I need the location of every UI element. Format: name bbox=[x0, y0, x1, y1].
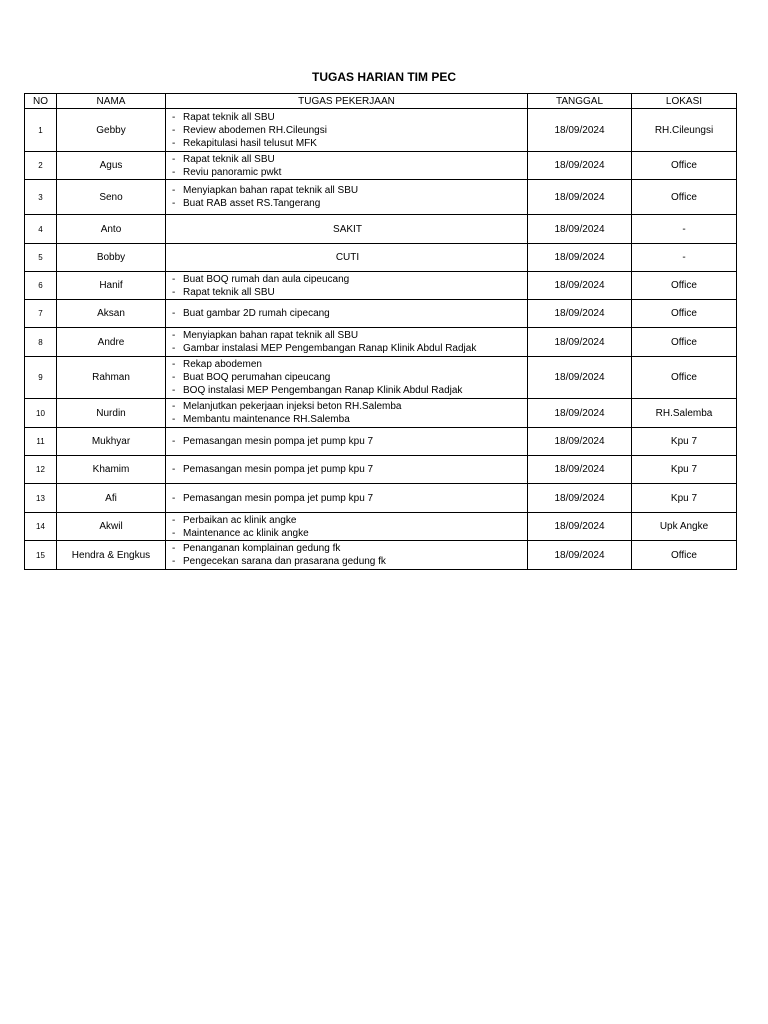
cell-tanggal: 18/09/2024 bbox=[528, 456, 632, 484]
task-item: - Reviu panoramic pwkt bbox=[172, 166, 523, 179]
table-row bbox=[25, 244, 737, 272]
task-table bbox=[24, 93, 737, 570]
table-row bbox=[25, 456, 737, 484]
header-tugas: TUGAS PEKERJAAN bbox=[166, 94, 528, 109]
cell-nama: Akwil bbox=[57, 513, 166, 541]
task-item: - Pemasangan mesin pompa jet pump kpu 7 bbox=[172, 435, 523, 448]
cell-no: 8 bbox=[25, 328, 57, 357]
cell-tanggal: 18/09/2024 bbox=[528, 152, 632, 180]
table-row bbox=[25, 328, 737, 357]
cell-tanggal: 18/09/2024 bbox=[528, 109, 632, 152]
task-item: - Rapat teknik all SBU bbox=[172, 111, 523, 124]
cell-no: 6 bbox=[25, 272, 57, 300]
cell-lokasi: Kpu 7 bbox=[632, 428, 737, 456]
cell-nama: Gebby bbox=[57, 109, 166, 152]
cell-tanggal: 18/09/2024 bbox=[528, 399, 632, 428]
cell-tugas bbox=[166, 357, 528, 399]
cell-tugas bbox=[166, 180, 528, 215]
cell-no: 7 bbox=[25, 300, 57, 328]
cell-lokasi: RH.Salemba bbox=[632, 399, 737, 428]
cell-lokasi: Office bbox=[632, 541, 737, 570]
cell-tanggal: 18/09/2024 bbox=[528, 513, 632, 541]
cell-tugas bbox=[166, 109, 528, 152]
cell-nama: Afi bbox=[57, 484, 166, 513]
document-title: TUGAS HARIAN TIM PEC bbox=[312, 70, 456, 84]
task-item: - Perbaikan ac klinik angke bbox=[172, 514, 523, 527]
status-text: CUTI bbox=[335, 252, 360, 263]
cell-no: 12 bbox=[25, 456, 57, 484]
task-item: - Menyiapkan bahan rapat teknik all SBU bbox=[172, 329, 523, 342]
cell-tugas bbox=[166, 513, 528, 541]
header-no: NO bbox=[25, 94, 57, 109]
cell-tanggal: 18/09/2024 bbox=[528, 215, 632, 244]
task-item: - Pengecekan sarana dan prasarana gedung fk bbox=[172, 555, 523, 568]
task-item: - Review abodemen RH.Cileungsi bbox=[172, 124, 523, 137]
cell-no: 1 bbox=[25, 109, 57, 152]
cell-no: 9 bbox=[25, 357, 57, 399]
cell-lokasi: Upk Angke bbox=[632, 513, 737, 541]
cell-no: 15 bbox=[25, 541, 57, 570]
cell-tanggal: 18/09/2024 bbox=[528, 541, 632, 570]
cell-nama: Andre bbox=[57, 328, 166, 357]
table-header-row bbox=[25, 94, 737, 109]
table-row bbox=[25, 357, 737, 399]
cell-lokasi: Office bbox=[632, 152, 737, 180]
header-lokasi: LOKASI bbox=[632, 94, 737, 109]
cell-no: 4 bbox=[25, 215, 57, 244]
task-item: - Penanganan komplainan gedung fk bbox=[172, 542, 523, 555]
cell-no: 14 bbox=[25, 513, 57, 541]
cell-lokasi: Office bbox=[632, 300, 737, 328]
cell-no: 5 bbox=[25, 244, 57, 272]
cell-tanggal: 18/09/2024 bbox=[528, 300, 632, 328]
table-row bbox=[25, 109, 737, 152]
task-item: - Maintenance ac klinik angke bbox=[172, 527, 523, 540]
cell-tanggal: 18/09/2024 bbox=[528, 484, 632, 513]
cell-tugas bbox=[166, 541, 528, 570]
cell-tanggal: 18/09/2024 bbox=[528, 272, 632, 300]
cell-nama: Nurdin bbox=[57, 399, 166, 428]
cell-tugas bbox=[166, 215, 528, 244]
cell-tugas bbox=[166, 244, 528, 272]
task-item: - Rekap abodemen bbox=[172, 358, 523, 371]
task-item: - Pemasangan mesin pompa jet pump kpu 7 bbox=[172, 463, 523, 476]
task-item: - Menyiapkan bahan rapat teknik all SBU bbox=[172, 184, 523, 197]
cell-nama: Rahman bbox=[57, 357, 166, 399]
table-row bbox=[25, 215, 737, 244]
task-item: - Buat BOQ rumah dan aula cipeucang bbox=[172, 273, 523, 286]
cell-tanggal: 18/09/2024 bbox=[528, 357, 632, 399]
cell-no: 13 bbox=[25, 484, 57, 513]
cell-lokasi: Office bbox=[632, 328, 737, 357]
cell-nama: Hendra & Engkus bbox=[57, 541, 166, 570]
cell-tugas bbox=[166, 300, 528, 328]
cell-lokasi: Office bbox=[632, 272, 737, 300]
table-row bbox=[25, 541, 737, 570]
cell-tugas bbox=[166, 428, 528, 456]
table-row bbox=[25, 513, 737, 541]
table-row bbox=[25, 484, 737, 513]
cell-nama: Mukhyar bbox=[57, 428, 166, 456]
task-item: - Melanjutkan pekerjaan injeksi beton RH.Salemba bbox=[172, 400, 523, 413]
cell-no: 2 bbox=[25, 152, 57, 180]
task-item: - Pemasangan mesin pompa jet pump kpu 7 bbox=[172, 492, 523, 505]
cell-no: 3 bbox=[25, 180, 57, 215]
table-row bbox=[25, 399, 737, 428]
table-row bbox=[25, 272, 737, 300]
task-item: - Rapat teknik all SBU bbox=[172, 153, 523, 166]
table-row bbox=[25, 180, 737, 215]
cell-nama: Agus bbox=[57, 152, 166, 180]
task-item: - Rapat teknik all SBU bbox=[172, 286, 523, 299]
table-row bbox=[25, 300, 737, 328]
cell-nama: Bobby bbox=[57, 244, 166, 272]
cell-tugas bbox=[166, 484, 528, 513]
task-item: - Membantu maintenance RH.Salemba bbox=[172, 413, 523, 426]
cell-tugas bbox=[166, 272, 528, 300]
cell-nama: Aksan bbox=[57, 300, 166, 328]
table-row bbox=[25, 152, 737, 180]
cell-lokasi: RH.Cileungsi bbox=[632, 109, 737, 152]
cell-tanggal: 18/09/2024 bbox=[528, 180, 632, 215]
cell-lokasi: Office bbox=[632, 180, 737, 215]
cell-nama: Anto bbox=[57, 215, 166, 244]
status-text: SAKIT bbox=[333, 223, 362, 235]
cell-tugas bbox=[166, 399, 528, 428]
cell-lokasi: Office bbox=[632, 357, 737, 399]
cell-tugas bbox=[166, 456, 528, 484]
cell-nama: Hanif bbox=[57, 272, 166, 300]
cell-tugas bbox=[166, 152, 528, 180]
table-row bbox=[25, 428, 737, 456]
cell-tanggal: 18/09/2024 bbox=[528, 244, 632, 272]
cell-tanggal: 18/09/2024 bbox=[528, 328, 632, 357]
cell-lokasi: - bbox=[632, 215, 737, 244]
cell-nama: Seno bbox=[57, 180, 166, 215]
cell-nama: Khamim bbox=[57, 456, 166, 484]
task-item: - Buat BOQ perumahan cipeucang bbox=[172, 371, 523, 384]
header-tanggal: TANGGAL bbox=[528, 94, 632, 109]
header-nama: NAMA bbox=[57, 94, 166, 109]
cell-no: 10 bbox=[25, 399, 57, 428]
task-item: - Buat RAB asset RS.Tangerang bbox=[172, 197, 523, 210]
cell-lokasi: Kpu 7 bbox=[632, 456, 737, 484]
task-item: - Gambar instalasi MEP Pengembangan Ranap Klinik Abdul Radjak bbox=[172, 342, 523, 355]
cell-no: 11 bbox=[25, 428, 57, 456]
task-item: - Buat gambar 2D rumah cipecang bbox=[172, 307, 523, 320]
task-item: - BOQ instalasi MEP Pengembangan Ranap Klinik Abdul Radjak bbox=[172, 384, 523, 397]
cell-tanggal: 18/09/2024 bbox=[528, 428, 632, 456]
task-item: - Rekapitulasi hasil telusut MFK bbox=[172, 137, 523, 150]
cell-tugas bbox=[166, 328, 528, 357]
cell-lokasi: Kpu 7 bbox=[632, 484, 737, 513]
cell-lokasi: - bbox=[632, 244, 737, 272]
